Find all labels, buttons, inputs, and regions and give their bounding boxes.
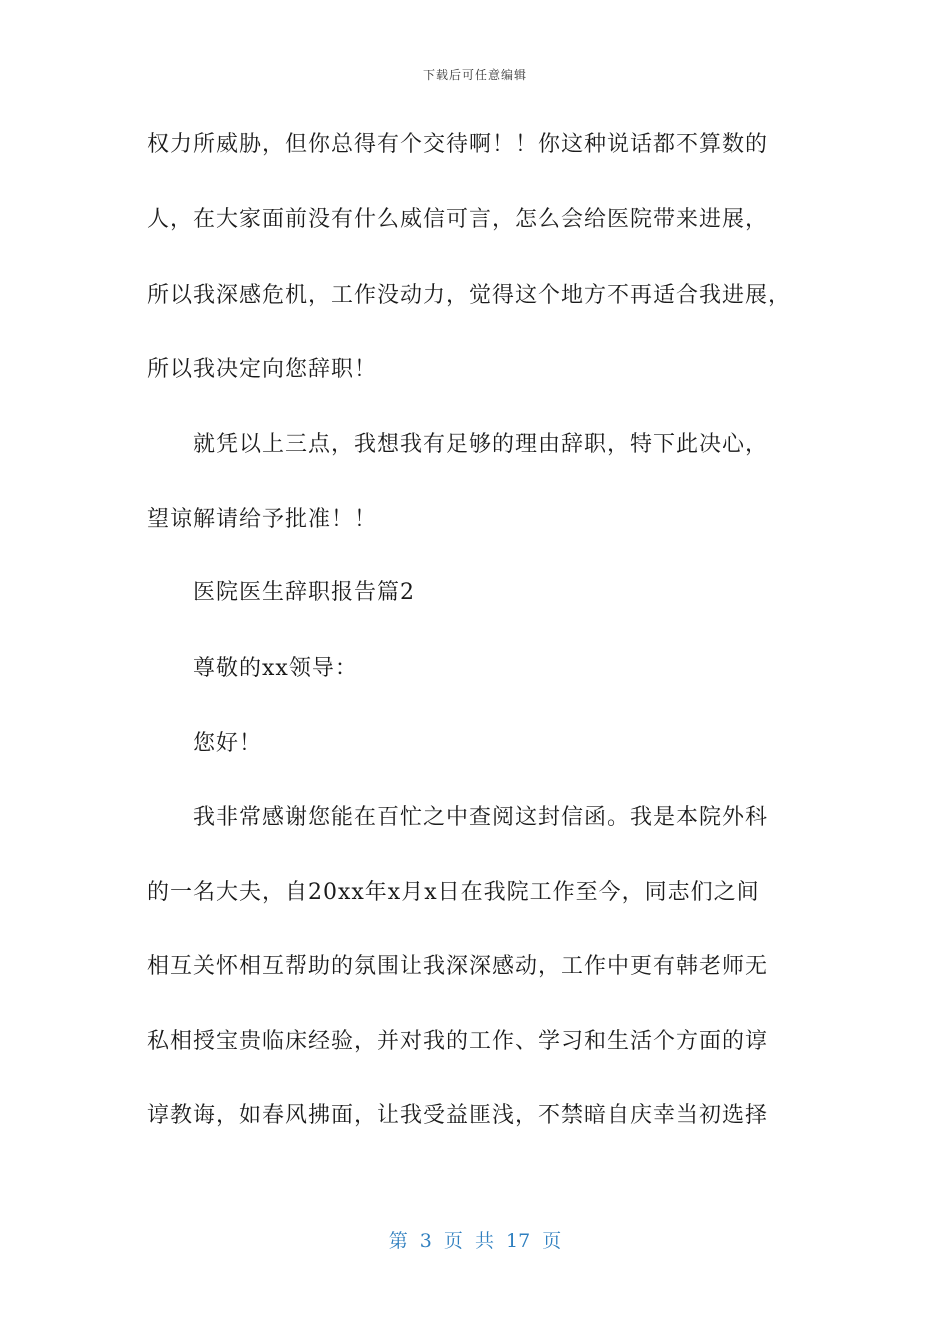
section-heading: 医院医生辞职报告篇2 <box>193 580 415 605</box>
text-line: 人，在大家面前没有什么威信可言，怎么会给医院带来进展， <box>147 207 769 232</box>
salutation: 尊敬的xx领导： <box>193 656 358 681</box>
text-line: 所以我深感危机，工作没动力，觉得这个地方不再适合我进展， <box>147 283 792 308</box>
page-number-footer: 第 3 页 共 17 页 <box>388 1230 562 1252</box>
text-line: 的一名大夫，自20xx年x月x日在我院工作至今，同志们之间 <box>147 880 760 905</box>
text-line: 相互关怀相互帮助的氛围让我深深感动，工作中更有韩老师无 <box>147 954 769 979</box>
paragraph-start-line: 就凭以上三点，我想我有足够的理由辞职，特下此决心， <box>193 432 769 457</box>
page-header: 下载后可任意编辑 <box>422 68 527 82</box>
text-line: 望谅解请给予批准！！ <box>147 507 378 532</box>
text-line: 谆教诲，如春风拂面，让我受益匪浅，不禁暗自庆幸当初选择 <box>147 1103 769 1128</box>
text-line: 所以我决定向您辞职！ <box>147 357 378 382</box>
text-line: 私相授宝贵临床经验，并对我的工作、学习和生活个方面的谆 <box>147 1029 769 1054</box>
text-line: 权力所威胁，但你总得有个交待啊！！你这种说话都不算数的 <box>147 132 769 157</box>
greeting: 您好！ <box>193 731 263 756</box>
paragraph-start-line: 我非常感谢您能在百忙之中查阅这封信函。我是本院外科 <box>193 805 769 830</box>
